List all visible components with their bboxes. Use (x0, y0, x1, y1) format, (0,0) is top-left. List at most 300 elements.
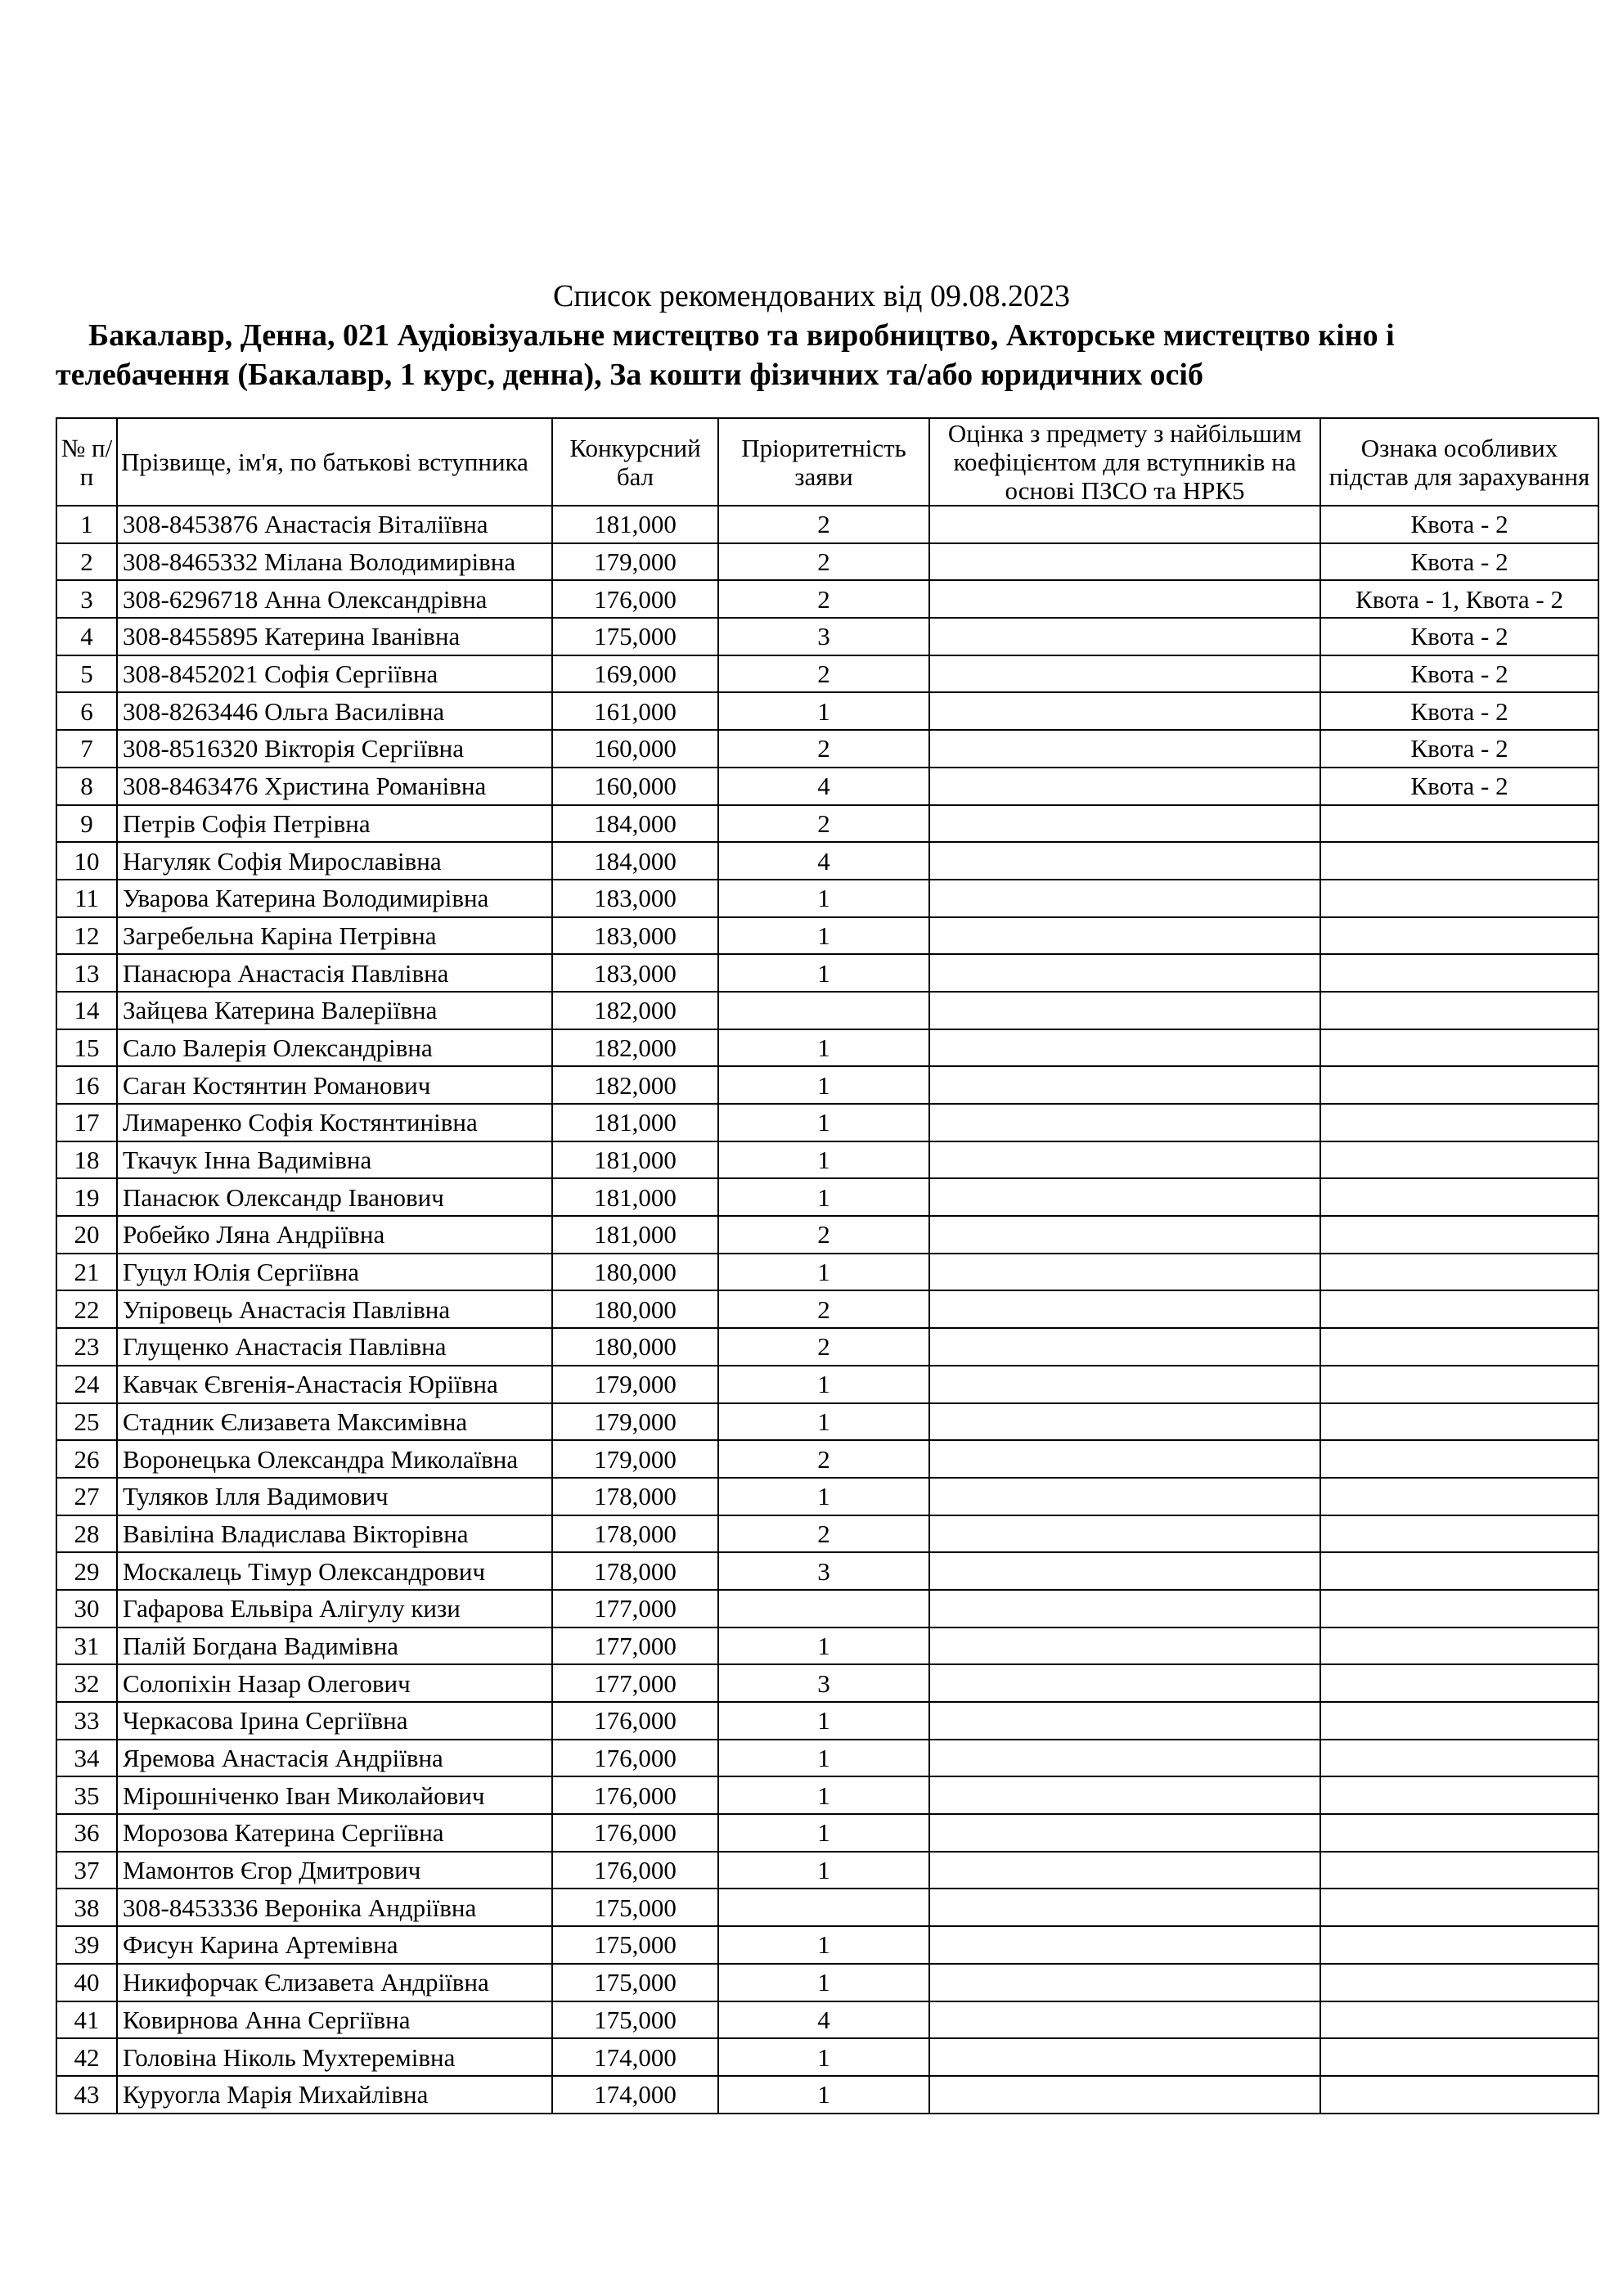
competitive-score: 175,000 (552, 2001, 718, 2039)
row-number: 37 (56, 1852, 117, 1889)
row-number: 40 (56, 1964, 117, 2001)
special-basis (1320, 1964, 1598, 2001)
subject-grade (929, 1889, 1320, 1926)
special-basis (1320, 1254, 1598, 1291)
subject-grade (929, 1926, 1320, 1964)
subject-grade (929, 992, 1320, 1029)
table-row (56, 655, 1598, 693)
subject-grade (929, 1702, 1320, 1740)
special-basis (1320, 1590, 1598, 1627)
competitive-score: 179,000 (552, 543, 718, 581)
row-number: 38 (56, 1889, 117, 1926)
special-basis (1320, 1290, 1598, 1328)
competitive-score: 183,000 (552, 917, 718, 955)
table-row (56, 1852, 1598, 1889)
special-basis (1320, 2076, 1598, 2114)
subject-grade (929, 2001, 1320, 2039)
special-basis: Квота - 2 (1320, 655, 1598, 693)
row-number: 5 (56, 655, 117, 693)
competitive-score: 179,000 (552, 1403, 718, 1441)
applicant-name: 308-8465332 Мілана Володимирівна (117, 543, 552, 581)
table-row (56, 842, 1598, 880)
competitive-score: 169,000 (552, 655, 718, 693)
competitive-score: 174,000 (552, 2076, 718, 2114)
special-basis (1320, 2038, 1598, 2076)
table-row (56, 1478, 1598, 1515)
special-basis (1320, 2001, 1598, 2039)
competitive-score: 161,000 (552, 692, 718, 730)
table-row (56, 1104, 1598, 1141)
competitive-score: 160,000 (552, 730, 718, 768)
table-row (56, 1889, 1598, 1926)
competitive-score: 175,000 (552, 1926, 718, 1964)
applicant-name: Вавіліна Владислава Вікторівна (117, 1515, 552, 1553)
subject-grade (929, 655, 1320, 693)
table-row (56, 805, 1598, 843)
priority: 1 (718, 1627, 929, 1665)
priority: 1 (718, 1776, 929, 1814)
special-basis (1320, 1366, 1598, 1403)
table-row (56, 1776, 1598, 1814)
priority: 4 (718, 842, 929, 880)
priority: 4 (718, 2001, 929, 2039)
competitive-score: 176,000 (552, 1776, 718, 1814)
competitive-score: 175,000 (552, 618, 718, 655)
subject-grade (929, 1440, 1320, 1478)
competitive-score: 177,000 (552, 1590, 718, 1627)
priority: 1 (718, 2038, 929, 2076)
table-row (56, 2001, 1598, 2039)
table-row (56, 1440, 1598, 1478)
special-basis (1320, 1926, 1598, 1964)
document-title: Список рекомендованих від 09.08.2023 (553, 279, 1070, 313)
special-basis (1320, 1178, 1598, 1216)
row-number: 3 (56, 580, 117, 618)
special-basis: Квота - 1, Квота - 2 (1320, 580, 1598, 618)
special-basis (1320, 1440, 1598, 1478)
subject-grade (929, 917, 1320, 955)
table-row (56, 2038, 1598, 2076)
subject-grade (929, 1478, 1320, 1515)
applicant-name: Панасюра Анастасія Павлівна (117, 954, 552, 992)
row-number: 12 (56, 917, 117, 955)
applicant-name: Туляков Ілля Вадимович (117, 1478, 552, 1515)
special-basis (1320, 1852, 1598, 1889)
row-number: 10 (56, 842, 117, 880)
special-basis (1320, 1814, 1598, 1852)
competitive-score: 177,000 (552, 1664, 718, 1702)
row-number: 21 (56, 1254, 117, 1291)
row-number: 22 (56, 1290, 117, 1328)
row-number: 8 (56, 768, 117, 805)
row-number: 42 (56, 2038, 117, 2076)
priority: 1 (718, 1702, 929, 1740)
subject-grade (929, 768, 1320, 805)
priority: 1 (718, 1964, 929, 2001)
table-row (56, 917, 1598, 955)
competitive-score: 176,000 (552, 580, 718, 618)
applicant-name: Загребельна Каріна Петрівна (117, 917, 552, 955)
table-row (56, 1066, 1598, 1104)
applicant-name: Глущенко Анастасія Павлівна (117, 1328, 552, 1366)
applicant-name: Яремова Анастасія Андріївна (117, 1740, 552, 1777)
special-basis (1320, 1328, 1598, 1366)
subject-grade (929, 1852, 1320, 1889)
table-row (56, 954, 1598, 992)
header-competitive-score: Конкурсний бал (552, 418, 718, 506)
header-number: № п/п (56, 418, 117, 506)
subject-grade (929, 805, 1320, 843)
applicants-table (56, 417, 1599, 2114)
special-basis (1320, 1627, 1598, 1665)
row-number: 11 (56, 880, 117, 917)
competitive-score: 176,000 (552, 1852, 718, 1889)
row-number: 16 (56, 1066, 117, 1104)
subject-grade (929, 1254, 1320, 1291)
row-number: 23 (56, 1328, 117, 1366)
applicant-name: 308-8455895 Катерина Іванівна (117, 618, 552, 655)
applicant-name: Палій Богдана Вадимівна (117, 1627, 552, 1665)
special-basis (1320, 992, 1598, 1029)
table-row (56, 1964, 1598, 2001)
applicant-name: Черкасова Ірина Сергіївна (117, 1702, 552, 1740)
applicant-name: Панасюк Олександр Іванович (117, 1178, 552, 1216)
priority: 1 (718, 1104, 929, 1141)
special-basis: Квота - 2 (1320, 730, 1598, 768)
applicant-name: 308-8463476 Христина Романівна (117, 768, 552, 805)
subject-grade (929, 1664, 1320, 1702)
table-row (56, 1290, 1598, 1328)
competitive-score: 181,000 (552, 1104, 718, 1141)
table-row (56, 1627, 1598, 1665)
row-number: 4 (56, 618, 117, 655)
applicant-name: Сало Валерія Олександрівна (117, 1029, 552, 1067)
subject-grade (929, 730, 1320, 768)
subject-grade (929, 1740, 1320, 1777)
competitive-score: 176,000 (552, 1740, 718, 1777)
table-row (56, 692, 1598, 730)
table-body (56, 506, 1598, 2114)
row-number: 31 (56, 1627, 117, 1665)
row-number: 17 (56, 1104, 117, 1141)
applicant-name: Фисун Карина Артемівна (117, 1926, 552, 1964)
priority: 2 (718, 543, 929, 581)
competitive-score: 181,000 (552, 1141, 718, 1179)
table-row (56, 992, 1598, 1029)
applicant-name: 308-8452021 Софія Сергіївна (117, 655, 552, 693)
subject-grade (929, 2076, 1320, 2114)
competitive-score: 182,000 (552, 1029, 718, 1067)
priority: 2 (718, 730, 929, 768)
header-special-basis: Ознака особливих підстав для зарахування (1320, 418, 1598, 506)
subject-grade (929, 1141, 1320, 1179)
applicant-name: Никифорчак Єлизавета Андріївна (117, 1964, 552, 2001)
priority: 2 (718, 805, 929, 843)
priority: 1 (718, 1403, 929, 1441)
competitive-score: 183,000 (552, 880, 718, 917)
row-number: 28 (56, 1515, 117, 1553)
table-row (56, 768, 1598, 805)
table-row (56, 2076, 1598, 2114)
subject-grade (929, 580, 1320, 618)
special-basis (1320, 1889, 1598, 1926)
competitive-score: 181,000 (552, 1216, 718, 1254)
priority: 1 (718, 880, 929, 917)
competitive-score: 176,000 (552, 1814, 718, 1852)
special-basis (1320, 1702, 1598, 1740)
special-basis (1320, 1141, 1598, 1179)
competitive-score: 175,000 (552, 1964, 718, 2001)
subject-grade (929, 506, 1320, 543)
row-number: 15 (56, 1029, 117, 1067)
priority: 1 (718, 1029, 929, 1067)
special-basis (1320, 1552, 1598, 1590)
row-number: 1 (56, 506, 117, 543)
priority: 1 (718, 1926, 929, 1964)
special-basis (1320, 1216, 1598, 1254)
priority: 1 (718, 1366, 929, 1403)
subject-grade (929, 1403, 1320, 1441)
table-row (56, 618, 1598, 655)
subtitle-line-1: Бакалавр, Денна, 021 Аудіовізуальне мистецтво та виробництво, Акторське мистецтво кіно і (88, 318, 1395, 353)
subject-grade (929, 1066, 1320, 1104)
competitive-score: 180,000 (552, 1328, 718, 1366)
special-basis (1320, 954, 1598, 992)
special-basis: Квота - 2 (1320, 506, 1598, 543)
special-basis (1320, 1403, 1598, 1441)
table-header-row (56, 418, 1598, 506)
subject-grade (929, 1552, 1320, 1590)
table-row (56, 1814, 1598, 1852)
priority: 1 (718, 1066, 929, 1104)
row-number: 33 (56, 1702, 117, 1740)
priority: 2 (718, 1328, 929, 1366)
applicant-name: Упіровець Анастасія Павлівна (117, 1290, 552, 1328)
subject-grade (929, 543, 1320, 581)
row-number: 19 (56, 1178, 117, 1216)
applicant-name: 308-6296718 Анна Олександрівна (117, 580, 552, 618)
priority: 1 (718, 1178, 929, 1216)
competitive-score: 181,000 (552, 1178, 718, 1216)
table-row (56, 580, 1598, 618)
table-row (56, 1664, 1598, 1702)
competitive-score: 179,000 (552, 1366, 718, 1403)
subject-grade (929, 1178, 1320, 1216)
special-basis (1320, 1664, 1598, 1702)
competitive-score: 180,000 (552, 1290, 718, 1328)
applicant-name: Робейко Ляна Андріївна (117, 1216, 552, 1254)
priority: 2 (718, 506, 929, 543)
priority: 1 (718, 692, 929, 730)
applicant-name: Стадник Єлизавета Максимівна (117, 1403, 552, 1441)
special-basis (1320, 880, 1598, 917)
applicant-name: Кавчак Євгенія-Анастасія Юріївна (117, 1366, 552, 1403)
subject-grade (929, 1216, 1320, 1254)
table-row (56, 1926, 1598, 1964)
competitive-score: 182,000 (552, 992, 718, 1029)
row-number: 43 (56, 2076, 117, 2114)
row-number: 41 (56, 2001, 117, 2039)
special-basis (1320, 1104, 1598, 1141)
row-number: 30 (56, 1590, 117, 1627)
row-number: 32 (56, 1664, 117, 1702)
subject-grade (929, 1328, 1320, 1366)
special-basis (1320, 1478, 1598, 1515)
table-row (56, 1141, 1598, 1179)
priority (718, 1889, 929, 1926)
subject-grade (929, 1290, 1320, 1328)
applicant-name: Гафарова Ельвіра Алігулу кизи (117, 1590, 552, 1627)
row-number: 20 (56, 1216, 117, 1254)
table-row (56, 1328, 1598, 1366)
table-row (56, 1216, 1598, 1254)
priority: 4 (718, 768, 929, 805)
priority: 1 (718, 2076, 929, 2114)
special-basis (1320, 1066, 1598, 1104)
competitive-score: 177,000 (552, 1627, 718, 1665)
competitive-score: 178,000 (552, 1552, 718, 1590)
table-row (56, 506, 1598, 543)
applicant-name: 308-8263446 Ольга Василівна (117, 692, 552, 730)
table-row (56, 1403, 1598, 1441)
row-number: 7 (56, 730, 117, 768)
special-basis (1320, 805, 1598, 843)
row-number: 25 (56, 1403, 117, 1441)
competitive-score: 176,000 (552, 1702, 718, 1740)
subject-grade (929, 1776, 1320, 1814)
special-basis (1320, 917, 1598, 955)
applicant-name: Зайцева Катерина Валеріївна (117, 992, 552, 1029)
applicant-name: Гуцул Юлія Сергіївна (117, 1254, 552, 1291)
row-number: 2 (56, 543, 117, 581)
table-row (56, 1254, 1598, 1291)
subject-grade (929, 1964, 1320, 2001)
table-row (56, 1366, 1598, 1403)
table-row (56, 1590, 1598, 1627)
applicant-name: Ковирнова Анна Сергіївна (117, 2001, 552, 2039)
row-number: 35 (56, 1776, 117, 1814)
applicant-name: Морозова Катерина Сергіївна (117, 1814, 552, 1852)
priority: 2 (718, 1290, 929, 1328)
row-number: 9 (56, 805, 117, 843)
priority: 2 (718, 655, 929, 693)
subject-grade (929, 1627, 1320, 1665)
priority: 1 (718, 917, 929, 955)
table-row (56, 543, 1598, 581)
row-number: 39 (56, 1926, 117, 1964)
applicant-name: Воронецька Олександра Миколаївна (117, 1440, 552, 1478)
subject-grade (929, 1515, 1320, 1553)
applicant-name: 308-8453336 Вероніка Андріївна (117, 1889, 552, 1926)
row-number: 24 (56, 1366, 117, 1403)
special-basis (1320, 1029, 1598, 1067)
competitive-score: 184,000 (552, 842, 718, 880)
table-row (56, 1515, 1598, 1553)
priority: 1 (718, 1740, 929, 1777)
applicant-name: Москалець Тімур Олександрович (117, 1552, 552, 1590)
header-subject-grade: Оцінка з предмету з найбільшим коефіцієнтом для вступників на основі ПЗСО та НРК5 (929, 418, 1320, 506)
priority: 2 (718, 1216, 929, 1254)
table-row (56, 1029, 1598, 1067)
competitive-score: 181,000 (552, 506, 718, 543)
priority: 3 (718, 1664, 929, 1702)
subject-grade (929, 842, 1320, 880)
header-applicant-name: Прізвище, ім'я, по батькові вступника (117, 418, 552, 506)
competitive-score: 178,000 (552, 1515, 718, 1553)
row-number: 18 (56, 1141, 117, 1179)
priority: 2 (718, 1515, 929, 1553)
applicant-name: Петрів Софія Петрівна (117, 805, 552, 843)
competitive-score: 175,000 (552, 1889, 718, 1926)
priority: 3 (718, 618, 929, 655)
row-number: 27 (56, 1478, 117, 1515)
row-number: 29 (56, 1552, 117, 1590)
row-number: 6 (56, 692, 117, 730)
subject-grade (929, 954, 1320, 992)
applicant-name: 308-8516320 Вікторія Сергіївна (117, 730, 552, 768)
priority: 1 (718, 954, 929, 992)
subject-grade (929, 1590, 1320, 1627)
priority (718, 992, 929, 1029)
special-basis: Квота - 2 (1320, 768, 1598, 805)
subject-grade (929, 1104, 1320, 1141)
special-basis (1320, 842, 1598, 880)
table-row (56, 880, 1598, 917)
priority: 1 (718, 1254, 929, 1291)
special-basis: Квота - 2 (1320, 618, 1598, 655)
subtitle-line-2: телебачення (Бакалавр, 1 курс, денна), За кошти фізичних та/або юридичних осіб (56, 358, 1203, 392)
row-number: 36 (56, 1814, 117, 1852)
special-basis (1320, 1515, 1598, 1553)
applicant-name: Мамонтов Єгор Дмитрович (117, 1852, 552, 1889)
subject-grade (929, 1366, 1320, 1403)
subject-grade (929, 880, 1320, 917)
priority: 1 (718, 1814, 929, 1852)
special-basis: Квота - 2 (1320, 692, 1598, 730)
priority (718, 1590, 929, 1627)
applicant-name: Солопіхін Назар Олегович (117, 1664, 552, 1702)
subject-grade (929, 618, 1320, 655)
competitive-score: 183,000 (552, 954, 718, 992)
competitive-score: 174,000 (552, 2038, 718, 2076)
priority: 1 (718, 1141, 929, 1179)
competitive-score: 180,000 (552, 1254, 718, 1291)
subject-grade (929, 1814, 1320, 1852)
competitive-score: 184,000 (552, 805, 718, 843)
applicant-name: 308-8453876 Анастасія Віталіївна (117, 506, 552, 543)
priority: 3 (718, 1552, 929, 1590)
special-basis (1320, 1740, 1598, 1777)
applicant-name: Куруогла Марія Михайлівна (117, 2076, 552, 2114)
applicant-name: Лимаренко Софія Костянтинівна (117, 1104, 552, 1141)
priority: 2 (718, 580, 929, 618)
row-number: 13 (56, 954, 117, 992)
applicant-name: Уварова Катерина Володимирівна (117, 880, 552, 917)
priority: 2 (718, 1440, 929, 1478)
priority: 1 (718, 1852, 929, 1889)
applicant-name: Саган Костянтин Романович (117, 1066, 552, 1104)
header-priority: Пріоритетність заяви (718, 418, 929, 506)
special-basis (1320, 1776, 1598, 1814)
subject-grade (929, 1029, 1320, 1067)
table-row (56, 1552, 1598, 1590)
applicant-name: Головіна Ніколь Мухтеремівна (117, 2038, 552, 2076)
table-row (56, 1702, 1598, 1740)
row-number: 34 (56, 1740, 117, 1777)
row-number: 14 (56, 992, 117, 1029)
table-row (56, 1740, 1598, 1777)
subject-grade (929, 692, 1320, 730)
